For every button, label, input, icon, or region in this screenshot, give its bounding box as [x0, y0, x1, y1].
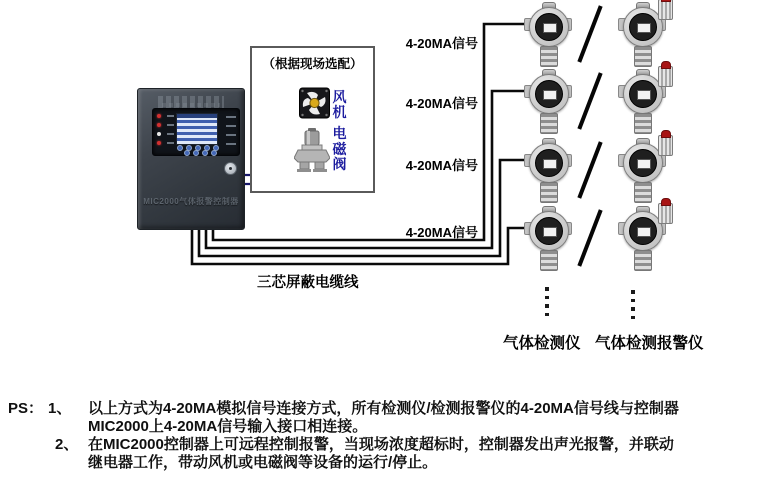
detector-head	[529, 7, 569, 47]
run-led	[157, 141, 161, 145]
detector-face	[629, 217, 657, 245]
detector-head	[529, 211, 569, 251]
detector-head	[623, 7, 663, 47]
detector-display	[543, 227, 557, 237]
more-detectors-dots-right	[631, 290, 635, 324]
signal-label-1: 4-20MA信号	[405, 36, 478, 51]
gas-detector-icon-3	[524, 138, 572, 202]
panel-button[interactable]	[211, 150, 217, 156]
detector-display	[543, 159, 557, 169]
gas-alarm-controller	[137, 88, 245, 230]
gas-detector-alarm-icon-4	[618, 206, 666, 270]
signal-label-4: 4-20MA信号	[405, 225, 478, 240]
detector-display	[637, 23, 651, 33]
detector-display	[637, 227, 651, 237]
detector-sensor-stem	[634, 46, 652, 67]
alarm-detector-legend-label: 气体检测报警仪	[595, 335, 704, 352]
button-row-2	[184, 150, 217, 156]
signal-label-3: 4-20MA信号	[405, 158, 478, 173]
alarm-strobe-cap	[661, 61, 671, 69]
detector-head	[529, 143, 569, 183]
detector-face	[535, 13, 563, 41]
detector-sensor-stem	[540, 182, 558, 203]
right-label-column	[226, 116, 236, 152]
alarm-strobe-icon	[658, 203, 673, 224]
detector-sensor-stem	[634, 113, 652, 134]
detector-face	[535, 149, 563, 177]
panel-button[interactable]	[177, 145, 183, 151]
solenoid-valve-icon	[294, 128, 330, 173]
or-slash	[577, 209, 602, 266]
detector-face	[629, 149, 657, 177]
solenoid-valve-label: 电 磁 阀	[332, 125, 347, 172]
panel-label	[226, 116, 236, 118]
or-slash	[577, 72, 602, 129]
alarm-strobe-icon	[658, 0, 673, 20]
lcd-screen	[176, 113, 218, 145]
notes-prefix: PS：	[8, 400, 44, 417]
controller-emboss-text	[158, 96, 224, 108]
detector-sensor-stem	[540, 250, 558, 271]
detector-head	[623, 143, 663, 183]
panel-button[interactable]	[193, 150, 199, 156]
alarm-strobe-cap	[661, 198, 671, 206]
gas-detector-icon-1	[524, 2, 572, 66]
alarm-strobe-icon	[658, 66, 673, 87]
detector-legend-label: 气体检测仪	[503, 335, 581, 352]
detector-sensor-stem	[540, 46, 558, 67]
alarm-strobe-icon	[658, 135, 673, 156]
note-2-number: 2、	[55, 436, 79, 453]
alarm-strobe-cap	[661, 130, 671, 138]
panel-label	[226, 134, 236, 136]
controller-model-label: MIC2000气体报警控制器	[143, 197, 239, 206]
note-1-number: 1、	[48, 400, 72, 417]
led-label	[167, 133, 174, 135]
gas-detector-alarm-icon-2	[618, 69, 666, 133]
gas-detector-icon-2	[524, 69, 572, 133]
controller-panel	[152, 108, 240, 156]
more-detectors-dots-left	[545, 287, 549, 321]
led-label	[167, 124, 174, 126]
panel-label	[226, 143, 236, 145]
detector-head	[623, 211, 663, 251]
panel-button[interactable]	[184, 150, 190, 156]
or-slash	[577, 5, 602, 62]
detector-display	[637, 159, 651, 169]
panel-label	[226, 125, 236, 127]
panel-button[interactable]	[202, 150, 208, 156]
detector-head	[529, 74, 569, 114]
cable-bundle-label: 三芯屏蔽电缆线	[257, 275, 359, 291]
status-led-column	[157, 114, 161, 150]
or-slash	[577, 141, 602, 198]
note-1-line-1: 以上方式为4-20MA模拟信号连接方式，所有检测仪/检测报警仪的4-20MA信号线与控制器	[88, 400, 679, 417]
optional-box-title: （根据现场选配）	[262, 57, 363, 71]
note-2-line-1: 在MIC2000控制器上可远程控制报警，当现场浓度超标时，控制器发出声光报警，并联动	[88, 436, 674, 453]
fan-label: 风 机	[332, 89, 347, 120]
signal-label-2: 4-20MA信号	[405, 96, 478, 111]
note-2-line-2: 继电器工作，带动风机或电磁阀等设备的运行/停止。	[88, 454, 438, 471]
detector-sensor-stem	[634, 182, 652, 203]
detector-display	[543, 90, 557, 100]
detector-sensor-stem	[634, 250, 652, 271]
detector-face	[535, 217, 563, 245]
power-led	[157, 114, 161, 118]
gas-detector-icon-4	[524, 206, 572, 270]
fault-led	[157, 132, 161, 136]
detector-display	[637, 90, 651, 100]
led-label	[167, 142, 174, 144]
alarm-led	[157, 123, 161, 127]
gas-detector-alarm-icon-3	[618, 138, 666, 202]
fan-icon	[299, 87, 330, 119]
led-label	[167, 115, 174, 117]
detector-face	[535, 80, 563, 108]
note-1-line-2: MIC2000上4-20MA信号输入接口相连接。	[88, 418, 368, 435]
detector-face	[629, 13, 657, 41]
detector-head	[623, 74, 663, 114]
detector-face	[629, 80, 657, 108]
detector-display	[543, 23, 557, 33]
detector-sensor-stem	[540, 113, 558, 134]
gas-detector-alarm-icon-1	[618, 2, 666, 66]
alarm-strobe-cap	[661, 0, 671, 2]
door-lock-icon	[224, 162, 237, 175]
